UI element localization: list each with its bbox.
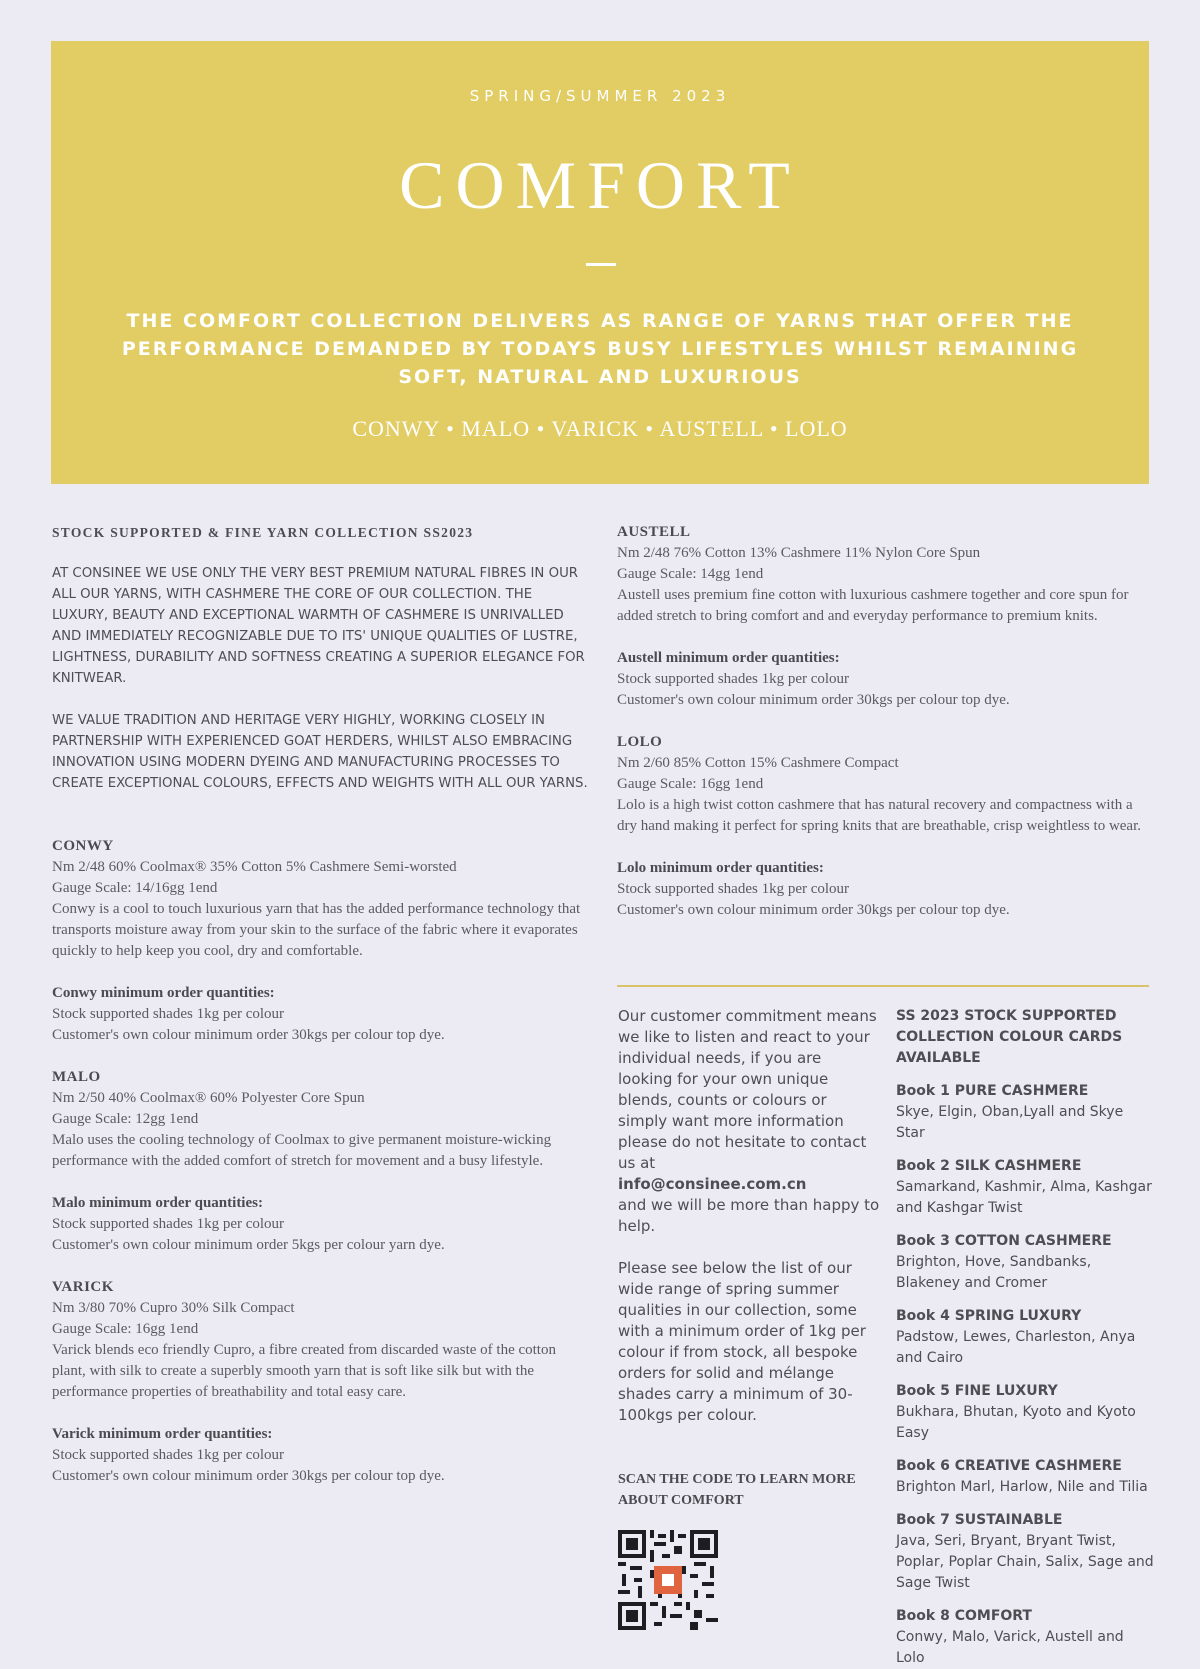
contact-email[interactable]: info@consinee.com.cn: [618, 1175, 807, 1193]
yarn-spec: Nm 2/48 76% Cotton 13% Cashmere 11% Nylon Core Spun: [617, 545, 981, 561]
yarn-name: CONWY: [52, 838, 114, 854]
book-qualities: Conwy, Malo, Varick, Austell and Lolo: [896, 1629, 1124, 1666]
book-title: Book 7 SUSTAINABLE: [896, 1512, 1063, 1528]
book-title: Book 4 SPRING LUXURY: [896, 1308, 1082, 1324]
book-title: Book 1 PURE CASHMERE: [896, 1083, 1089, 1099]
collection-lead: THE COMFORT COLLECTION DELIVERS AS RANGE OF YARNS THAT OFFER THE PERFORMANCE DEMANDED BY TODAYS BUSY LIFESTYLES WHILST REMAINING SOFT, NATURAL AND LUXURIOUS: [121, 310, 1079, 388]
colour-cards: [896, 1006, 1156, 1669]
list-item: [896, 1081, 1156, 1144]
collection-note: Please see below the list of our wide range of spring summer qualities in our collection, some with a minimum order of 1kg per colour if from stock, all bespoke orders for solid and mélange shades carry a minimum of 30-100kgs per colour.: [618, 1259, 866, 1424]
list-item: [896, 1156, 1156, 1219]
moq-stock: Stock supported shades 1kg per colour: [52, 1216, 285, 1232]
intro-paragraph-2: WE VALUE TRADITION AND HERITAGE VERY HIGHLY, WORKING CLOSELY IN PARTNERSHIP WITH EXPERIENCED GOAT HERDERS, WHILST ALSO EMBRACING INNOVATION USING MODERN DYEING AND MANUFACTURING PROCESSES TO CREATE EXCEPTIONAL COLOURS, EFFECTS AND WEIGHTS WITH ALL OUR YARNS.: [52, 713, 588, 791]
yarn-spec: Nm 2/60 85% Cotton 15% Cashmere Compact: [617, 755, 899, 771]
list-item: [896, 1510, 1156, 1594]
list-item: [896, 1606, 1156, 1669]
yarn-description: Austell uses premium fine cotton with luxurious cashmere together and core spun for added stretch to bring comfort and and everyday performance to premium knits.: [617, 587, 1129, 624]
list-item: [896, 1231, 1156, 1294]
yarn-gauge: Gauge Scale: 12gg 1end: [52, 1111, 199, 1127]
yarn-gauge: Gauge Scale: 14gg 1end: [617, 566, 764, 582]
left-column: [52, 525, 592, 1487]
list-item: [896, 1381, 1156, 1444]
yarn-gauge: Gauge Scale: 16gg 1end: [617, 776, 764, 792]
yarn-gauge: Gauge Scale: 16gg 1end: [52, 1321, 199, 1337]
moq-custom: Customer's own colour minimum order 30kgs per colour top dye.: [617, 692, 1010, 708]
right-column: [617, 522, 1149, 921]
qr-code[interactable]: [618, 1530, 718, 1630]
yarn-conwy: [52, 836, 592, 1046]
customer-commitment: [618, 1006, 880, 1426]
yarn-spec: Nm 2/50 40% Coolmax® 60% Polyester Core Spun: [52, 1090, 365, 1106]
book-qualities: Brighton, Hove, Sandbanks, Blakeney and Cromer: [896, 1254, 1092, 1291]
moq-custom: Customer's own colour minimum order 5kgs per colour yarn dye.: [52, 1237, 445, 1253]
moq-title: Conwy minimum order quantities:: [52, 985, 275, 1001]
yarn-name: MALO: [52, 1069, 101, 1085]
commitment-text: Our customer commitment means we like to listen and react to your individual needs, if you are looking for your own unique blends, counts or colours or simply want more information please do not hesitate to contact us at: [618, 1007, 877, 1172]
section-divider: [617, 985, 1149, 987]
moq-title: Austell minimum order quantities:: [617, 650, 840, 666]
colour-cards-heading: SS 2023 STOCK SUPPORTED COLLECTION COLOUR CARDS AVAILABLE: [896, 1008, 1123, 1066]
list-item: [896, 1456, 1156, 1498]
title-divider: [586, 263, 616, 266]
page-title: COMFORT: [399, 147, 801, 223]
list-item: [896, 1306, 1156, 1369]
book-qualities: Java, Seri, Bryant, Bryant Twist, Poplar, Poplar Chain, Salix, Sage and Sage Twist: [896, 1533, 1154, 1591]
yarn-gauge: Gauge Scale: 14/16gg 1end: [52, 880, 218, 896]
yarn-description: Varick blends eco friendly Cupro, a fibre created from discarded waste of the cotton plant, with silk to create a superbly smooth yarn that is soft like silk but with the performance properties of breathability and total easy care.: [52, 1342, 556, 1400]
scan-prompt: SCAN THE CODE TO LEARN MORE ABOUT COMFORT: [618, 1472, 856, 1508]
moq-title: Lolo minimum order quantities:: [617, 860, 824, 876]
commitment-closing: and we will be more than happy to help.: [618, 1196, 880, 1235]
moq-stock: Stock supported shades 1kg per colour: [52, 1006, 285, 1022]
yarn-varick: [52, 1277, 592, 1487]
yarn-spec: Nm 2/48 60% Coolmax® 35% Cotton 5% Cashmere Semi-worsted: [52, 859, 457, 875]
yarn-description: Lolo is a high twist cotton cashmere that has natural recovery and compactness with a dry hand making it perfect for spring knits that are breathable, crisp weightless to wear.: [617, 797, 1142, 834]
book-qualities: Bukhara, Bhutan, Kyoto and Kyoto Easy: [896, 1404, 1136, 1441]
yarn-malo: [52, 1067, 592, 1256]
book-title: Book 3 COTTON CASHMERE: [896, 1233, 1112, 1249]
moq-custom: Customer's own colour minimum order 30kgs per colour top dye.: [52, 1468, 445, 1484]
yarn-name: LOLO: [617, 734, 663, 750]
yarn-name: AUSTELL: [617, 524, 691, 540]
moq-title: Varick minimum order quantities:: [52, 1426, 273, 1442]
book-title: Book 5 FINE LUXURY: [896, 1383, 1058, 1399]
moq-title: Malo minimum order quantities:: [52, 1195, 263, 1211]
header-banner: [51, 41, 1149, 484]
moq-stock: Stock supported shades 1kg per colour: [617, 671, 850, 687]
yarn-list: CONWY • MALO • VARICK • AUSTELL • LOLO: [352, 416, 848, 441]
book-title: Book 6 CREATIVE CASHMERE: [896, 1458, 1122, 1474]
season-label: SPRING/SUMMER 2023: [469, 87, 731, 105]
yarn-description: Malo uses the cooling technology of Coolmax to give permanent moisture-wicking performance with the added comfort of stretch for movement and a busy lifestyle.: [52, 1132, 552, 1169]
intro-heading: STOCK SUPPORTED & FINE YARN COLLECTION SS2023: [52, 525, 474, 540]
book-title: Book 8 COMFORT: [896, 1608, 1032, 1624]
book-title: Book 2 SILK CASHMERE: [896, 1158, 1082, 1174]
book-qualities: Brighton Marl, Harlow, Nile and Tilia: [896, 1479, 1148, 1495]
book-qualities: Skye, Elgin, Oban,Lyall and Skye Star: [896, 1104, 1124, 1141]
moq-custom: Customer's own colour minimum order 30kgs per colour top dye.: [52, 1027, 445, 1043]
yarn-lolo: [617, 732, 1149, 921]
moq-stock: Stock supported shades 1kg per colour: [617, 881, 850, 897]
yarn-spec: Nm 3/80 70% Cupro 30% Silk Compact: [52, 1300, 295, 1316]
yarn-name: VARICK: [52, 1279, 114, 1295]
book-qualities: Padstow, Lewes, Charleston, Anya and Cairo: [896, 1329, 1136, 1366]
yarn-austell: [617, 522, 1149, 711]
book-qualities: Samarkand, Kashmir, Alma, Kashgar and Kashgar Twist: [896, 1179, 1152, 1216]
moq-stock: Stock supported shades 1kg per colour: [52, 1447, 285, 1463]
intro-paragraph-1: AT CONSINEE WE USE ONLY THE VERY BEST PREMIUM NATURAL FIBRES IN OUR ALL OUR YARNS, WITH CASHMERE THE CORE OF OUR COLLECTION. THE LUXURY, BEAUTY AND EXCEPTIONAL WARMTH OF CASHMERE IS UNRIVALLED AND IMMEDIATELY RECOGNIZABLE DUE TO ITS' UNIQUE QUALITIES OF LUSTRE, LIGHTNESS, DURABILITY AND SOFTNESS CREATING A SUPERIOR ELEGANCE FOR KNITWEAR.: [52, 566, 585, 686]
yarn-description: Conwy is a cool to touch luxurious yarn that has the added performance technology that transports moisture away from your skin to the surface of the fabric where it evaporates quickly to help keep you cool, dry and comfortable.: [52, 901, 581, 959]
moq-custom: Customer's own colour minimum order 30kgs per colour top dye.: [617, 902, 1010, 918]
